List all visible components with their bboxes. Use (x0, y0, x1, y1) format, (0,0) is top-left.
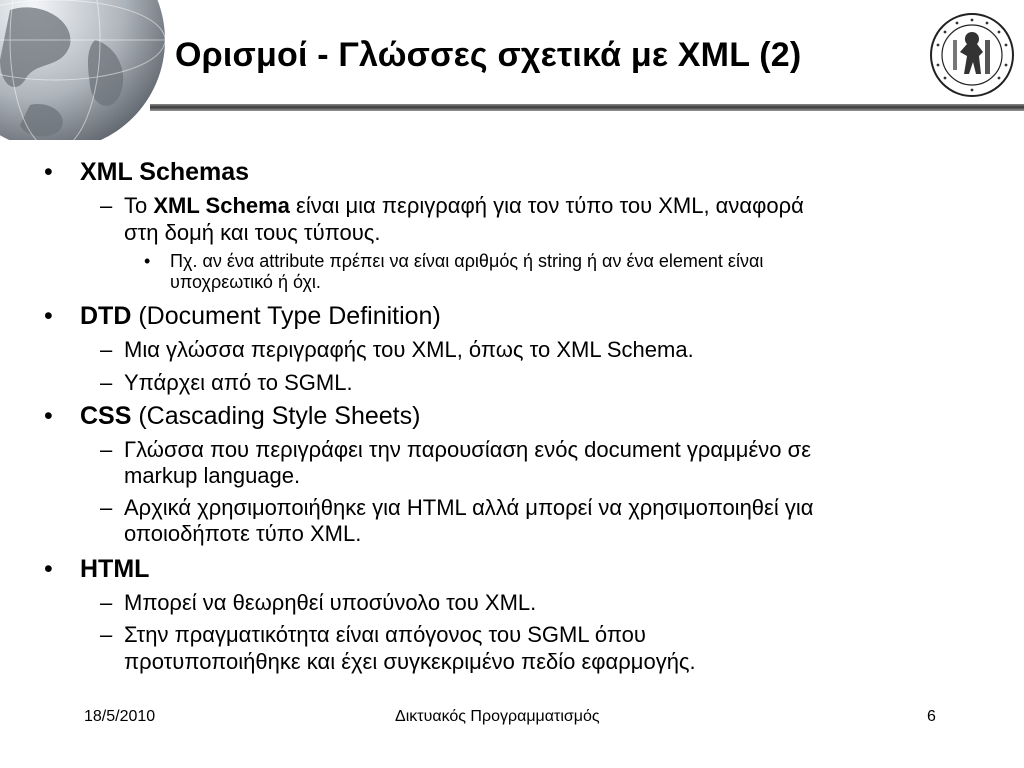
bullet-marker: • (44, 158, 53, 186)
bullet-item (80, 555, 149, 584)
bullet-item (80, 402, 420, 431)
bullet-item (80, 158, 249, 187)
slide-title: Ορισμοί - Γλώσσες σχετικά με XML (2) (175, 36, 802, 74)
bullet-item (80, 302, 441, 331)
sub-bullet-marker: • (144, 251, 151, 271)
bullet-bold: HTML (80, 555, 150, 583)
footer-page-number: 6 (927, 708, 936, 725)
sub-text: Το (124, 193, 154, 218)
bullet-marker: • (44, 402, 53, 430)
dash-marker: – (100, 437, 113, 462)
footer-course-name: Δικτυακός Προγραμματισμός (395, 708, 600, 725)
sub-item: Μπορεί να θεωρηθεί υποσύνολο του XML. (124, 590, 537, 615)
sub-item: Γλώσσα που περιγράφει την παρουσίαση ενός document γραμμένο σε (124, 437, 812, 462)
sub-bold: XML Schema (153, 193, 290, 218)
bullet-text: (Document Type Definition) (131, 302, 441, 330)
sub-text: είναι μια περιγραφή για τον τύπο του XML, αναφορά (289, 193, 804, 218)
footer-date: 18/5/2010 (84, 708, 156, 725)
dash-marker: – (100, 622, 113, 647)
dash-marker: – (100, 495, 113, 520)
dash-marker: – (100, 337, 113, 362)
bullet-marker: • (44, 302, 53, 330)
bullet-bold: XML Schemas (80, 158, 250, 186)
bullet-text: (Cascading Style Sheets) (131, 402, 421, 430)
dash-marker: – (100, 590, 113, 615)
bullet-bold: DTD (80, 302, 132, 330)
sub-item (124, 193, 804, 219)
dash-marker: – (100, 370, 113, 395)
bullet-marker: • (44, 555, 53, 583)
sub-item: Υπάρχει από το SGML. (124, 370, 353, 395)
dash-marker: – (100, 193, 113, 218)
sub-sub-item: Πχ. αν ένα attribute πρέπει να είναι αριθμός ή string ή αν ένα element είναι (170, 251, 764, 271)
sub-item: Μια γλώσσα περιγραφής του XML, όπως το XML Schema. (124, 337, 694, 362)
sub-item-continuation: στη δομή και τους τύπους. (124, 220, 381, 245)
sub-item-continuation: προτυποποιήθηκε και έχει συγκεκριμένο πεδίο εφαρμογής. (124, 649, 696, 674)
sub-sub-item-continuation: υποχρεωτικό ή όχι. (170, 272, 321, 292)
bullet-bold: CSS (80, 402, 132, 430)
sub-item: Στην πραγματικότητα είναι απόγονος του SGML όπου (124, 622, 646, 647)
sub-item-continuation: markup language. (124, 463, 301, 488)
sub-item: Αρχικά χρησιμοποιήθηκε για HTML αλλά μπορεί να χρησιμοποιηθεί για (124, 495, 814, 520)
sub-item-continuation: οποιοδήποτε τύπο XML. (124, 521, 362, 546)
